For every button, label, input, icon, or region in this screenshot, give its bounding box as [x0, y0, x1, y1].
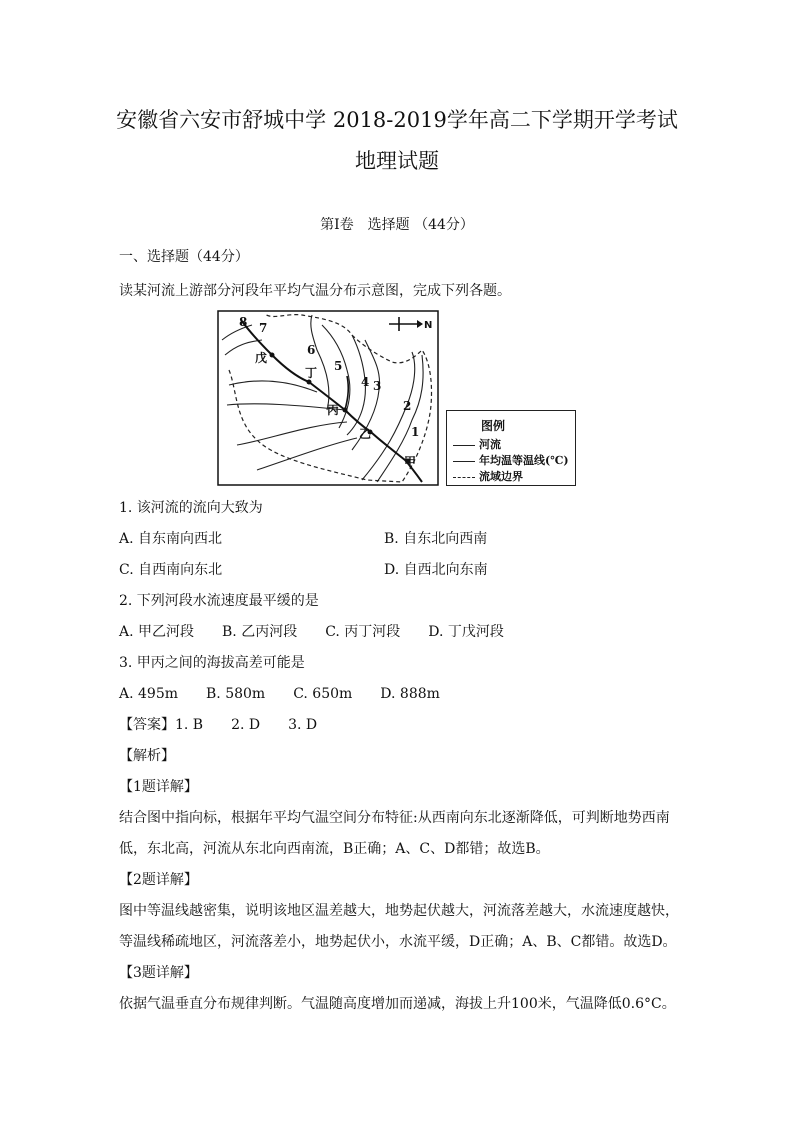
document-title: 安徽省六安市舒城中学 2018-2019学年高二下学期开学考试: [116, 108, 678, 132]
document-subtitle: 地理试题: [355, 149, 439, 173]
q1-option-c: C. 自西南向东北: [119, 562, 223, 578]
detail-1-heading: 【1题详解】: [119, 779, 198, 795]
isotherm-label-8: 8: [239, 315, 248, 329]
point-yi-label: 乙: [359, 427, 372, 441]
point-ding-label: 丁: [305, 366, 318, 380]
legend-isotherm: [453, 452, 569, 468]
detail-2-text: 图中等温线越密集，说明该地区温差越大，地势起伏越大，河流落差越大，水流速度越快，等温线稀疏地区，河流落差小，地势起伏小，水流平缓，D正确；A、B、C都错。故选D。: [119, 903, 679, 950]
compass-label: N: [424, 320, 433, 331]
legend-boundary: [453, 468, 523, 484]
point-bing-label: 丙: [327, 403, 340, 417]
detail-1-text: 结合图中指向标，根据年平均气温空间分布特征:从西南向东北逐渐降低，可判断地势西南低，东北高，河流从东北向西南流，B正确；A、C、D都错；故选B。: [119, 810, 670, 857]
isotherm-map: [217, 310, 439, 486]
q2-options: A. 甲乙河段 B. 乙丙河段 C. 丙丁河段 D. 丁戊河段: [119, 624, 504, 640]
q1-option-a: A. 自东南向西北: [119, 531, 223, 547]
point-wu-marker: [270, 353, 275, 358]
detail-3-heading: 【3题详解】: [119, 965, 198, 981]
detail-3-text: 依据气温垂直分布规律判断。气温随高度增加而递减，海拔上升100米，气温降低0.6°C。: [119, 996, 676, 1012]
legend-title: 图例: [481, 419, 506, 433]
question-1-stem: 1. 该河流的流向大致为: [119, 500, 263, 516]
isotherm-label-2: 2: [403, 399, 412, 413]
legend-boundary-label: 流域边界: [479, 470, 523, 483]
isotherm-label-1: 1: [411, 425, 420, 439]
isotherm-label-5: 5: [334, 359, 343, 373]
question-2-stem: 2. 下列河段水流速度最平缓的是: [119, 593, 319, 609]
isotherm-label-3: 3: [373, 379, 382, 393]
point-ding-marker: [307, 380, 312, 385]
question-intro: 读某河流上游部分河段年平均气温分布示意图，完成下列各题。: [119, 283, 511, 299]
q1-option-d: D. 自西北向东南: [384, 562, 488, 578]
answer-line: 【答案】1. B 2. D 3. D: [119, 717, 318, 733]
map-legend: [446, 410, 576, 486]
q1-option-b: B. 自东北向西南: [384, 531, 488, 547]
question-3-stem: 3. 甲丙之间的海拔高差可能是: [119, 655, 305, 671]
analysis-heading: 【解析】: [119, 748, 175, 764]
q3-options: A. 495m B. 580m C. 650m D. 888m: [119, 686, 440, 702]
legend-river: [453, 436, 501, 452]
isotherm-label-4: 4: [361, 375, 370, 389]
section-heading: 第Ⅰ卷 选择题 （44分）: [320, 217, 474, 233]
part-heading: 一、选择题（44分）: [119, 249, 249, 265]
point-jia-label: 甲: [404, 455, 417, 469]
point-bing-marker: [343, 408, 348, 413]
isotherm-label-7: 7: [259, 321, 268, 335]
legend-isotherm-label: 年均温等温线(℃): [479, 454, 569, 467]
detail-2-heading: 【2题详解】: [119, 872, 198, 888]
isotherm-label-6: 6: [307, 343, 316, 357]
legend-river-label: 河流: [479, 438, 501, 451]
point-wu-label: 戊: [255, 351, 268, 365]
